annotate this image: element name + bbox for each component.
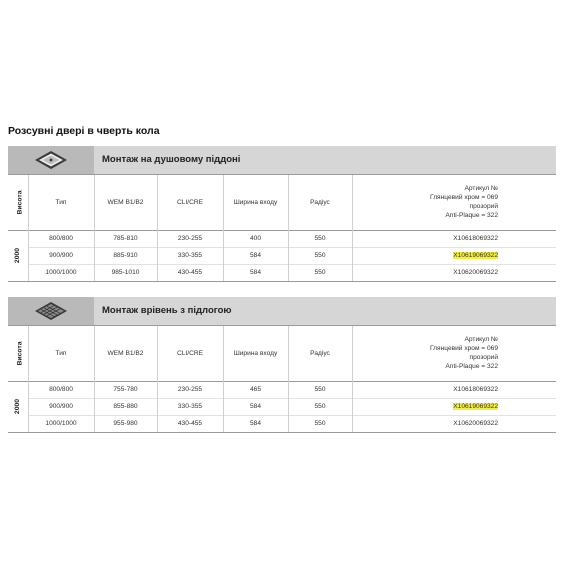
table-row [8,264,556,281]
article-column-header: Артикул № Глянцевий хром = 069 прозорий Anti-Plaque = 322 [352,325,556,381]
table-header [8,146,556,174]
radius-cell: 550 [288,264,352,281]
height-column-header: Висота [8,325,28,381]
cli-cell: 430-455 [157,415,223,432]
cli-column-header: CLI/CRE [157,174,223,230]
table-row [8,247,556,264]
width-cell: 400 [223,230,288,247]
cli-cell: 230-255 [157,381,223,398]
article-cell-highlighted: X10619069322 [352,398,556,415]
wem-column-header: WEM B1/B2 [94,174,157,230]
width-cell: 584 [223,247,288,264]
wem-cell: 885-910 [94,247,157,264]
spec-table-floor-level [8,297,556,433]
width-cell: 465 [223,381,288,398]
width-cell: 584 [223,398,288,415]
article-cell: X10620069322 [352,415,556,432]
radius-cell: 550 [288,230,352,247]
wem-cell: 955-980 [94,415,157,432]
radius-cell: 550 [288,398,352,415]
type-cell: 800/800 [28,230,94,247]
cli-cell: 330-355 [157,398,223,415]
table-row [8,381,556,398]
table-row [8,398,556,415]
width-cell: 584 [223,415,288,432]
type-cell: 1000/1000 [28,264,94,281]
column-headers [8,174,556,230]
article-cell: X10620069322 [352,264,556,281]
floor-drain-icon [8,297,94,325]
type-column-header: Тип [28,174,94,230]
cli-cell: 430-455 [157,264,223,281]
table-header [8,297,556,325]
height-column-header: Висота [8,174,28,230]
radius-column-header: Радіус [288,174,352,230]
cli-cell: 230-255 [157,230,223,247]
wem-column-header: WEM B1/B2 [94,325,157,381]
spec-table-shower-tray [8,146,556,282]
type-cell: 900/900 [28,247,94,264]
radius-cell: 550 [288,247,352,264]
wem-cell: 985-1010 [94,264,157,281]
table-row [8,415,556,432]
cli-column-header: CLI/CRE [157,325,223,381]
width-cell: 584 [223,264,288,281]
radius-cell: 550 [288,415,352,432]
article-cell: X10618069322 [352,230,556,247]
page-title: Розсувні двері в чверть кола [8,125,160,137]
width-column-header: Ширина входу [223,174,288,230]
height-value: 2000 [8,230,28,281]
type-cell: 800/800 [28,381,94,398]
type-cell: 1000/1000 [28,415,94,432]
cli-cell: 330-355 [157,247,223,264]
column-headers [8,325,556,381]
type-column-header: Тип [28,325,94,381]
radius-cell: 550 [288,381,352,398]
shower-tray-icon [8,146,94,174]
wem-cell: 785-810 [94,230,157,247]
table-heading: Монтаж врівень з підлогою [94,297,556,325]
article-cell: X10618069322 [352,381,556,398]
wem-cell: 855-880 [94,398,157,415]
table-heading: Монтаж на душовому піддоні [94,146,556,174]
radius-column-header: Радіус [288,325,352,381]
article-cell-highlighted: X10619069322 [352,247,556,264]
wem-cell: 755-780 [94,381,157,398]
table-row [8,230,556,247]
type-cell: 900/900 [28,398,94,415]
width-column-header: Ширина входу [223,325,288,381]
height-value: 2000 [8,381,28,432]
article-column-header: Артикул № Глянцевий хром = 069 прозорий Anti-Plaque = 322 [352,174,556,230]
